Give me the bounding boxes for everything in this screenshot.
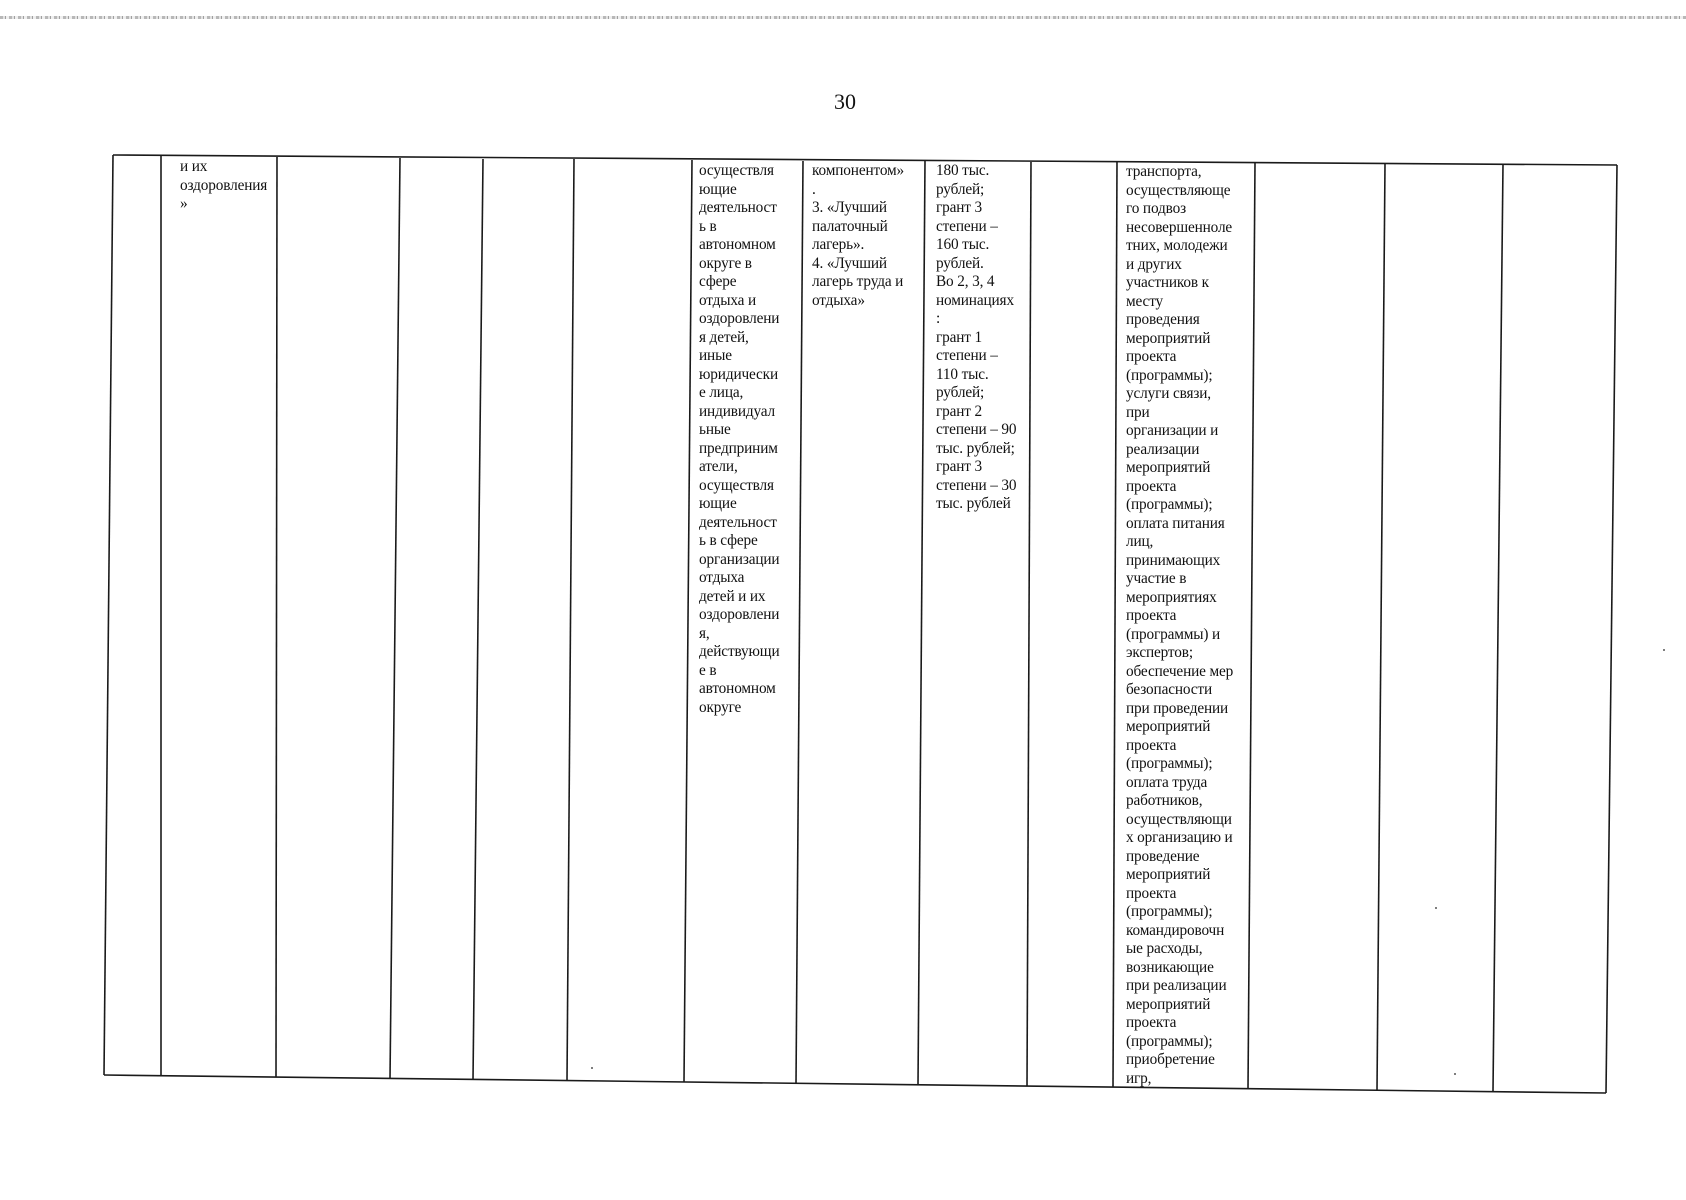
cell-col7-text: осуществля ющие деятельност ь в автономном округе в сфере отдыха и оздоровлени я детей, иные юридически е лица, индивидуал ьные предприним атели, осуществля ющие деятельност ь в сфере организации отдыха детей и их оздоровлени я, действующи е в автономном округе <box>699 162 780 716</box>
column-divider-4 <box>473 159 483 1080</box>
column-divider-5 <box>567 159 574 1081</box>
cell-col11-text: транспорта, осуществляюще го подвоз несовершенноле тних, молодежи и других участников к месту проведения мероприятий проекта (программы); услуги связи, при организации и реализации мероприятий проекта (программы); оплата питания лиц, принимающих участие в мероприятиях проекта (программы) и экспертов; обеспечение мер безопасности при проведении мероприятий проекта (программы); оплата труда работников, осуществляющи х организацию и проведение мероприятий проекта (программы); командировочн ые расходы, возникающие при реализации мероприятий проекта (программы); приобретение игр, <box>1126 163 1234 1087</box>
page-number: 30 <box>834 89 856 114</box>
cell-col2-text: и их оздоровления » <box>180 158 268 212</box>
scan-edge-noise <box>0 16 1686 19</box>
cell-col8-text: компонентом» . 3. «Лучший палаточный лагерь». 4. «Лучший лагерь труда и отдыха» <box>812 162 905 309</box>
scan-speck <box>1435 907 1437 909</box>
table-left-border <box>104 155 113 1075</box>
column-divider-3 <box>390 158 400 1079</box>
column-divider-11 <box>1248 163 1255 1089</box>
cell-col9-text: 180 тыс. рублей; грант 3 степени – 160 тыс. рублей. Во 2, 3, 4 номинациях : грант 1 степени – 110 тыс. рублей; грант 2 степени – 90 тыс. рублей; грант 3 степени – 30 тыс. рублей <box>936 162 1017 512</box>
column-divider-9 <box>1027 162 1031 1086</box>
column-divider-8 <box>918 161 925 1085</box>
table-right-border <box>1606 165 1617 1093</box>
scan-speck <box>1663 649 1665 651</box>
column-divider-10 <box>1113 162 1117 1087</box>
scan-speck <box>591 1067 593 1069</box>
scan-speck <box>1454 1073 1456 1075</box>
column-divider-13 <box>1493 164 1503 1091</box>
column-divider-2 <box>276 157 277 1077</box>
column-divider-7 <box>796 161 803 1084</box>
table-bottom-border <box>104 1075 1606 1093</box>
column-divider-12 <box>1377 164 1385 1090</box>
column-divider-6 <box>684 160 692 1082</box>
